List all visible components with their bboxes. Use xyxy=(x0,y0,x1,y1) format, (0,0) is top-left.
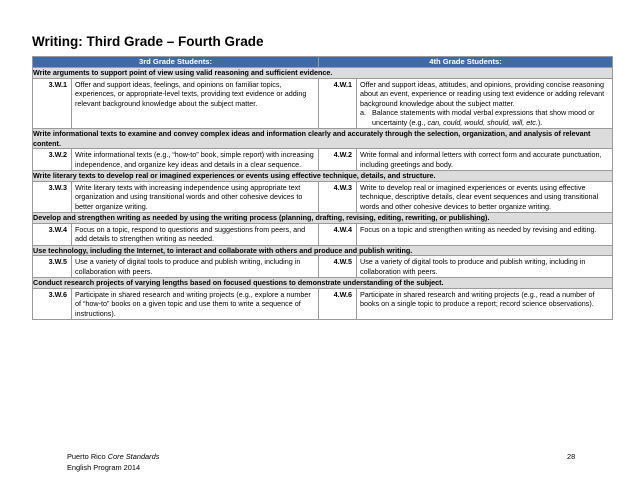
standard-text: Write literary texts with increasing independence using appropriate text organization and using transitional words and other cohesive devices to better organize writing. xyxy=(72,181,319,213)
section-heading-row xyxy=(33,245,613,256)
section-heading-row xyxy=(33,68,613,79)
page-footer xyxy=(67,452,159,473)
standard-code: 4.W.5 xyxy=(319,256,357,278)
standard-code: 4.W.4 xyxy=(319,223,357,245)
section-heading-row xyxy=(33,213,613,224)
footer-line-1 xyxy=(67,452,159,463)
standard-row xyxy=(33,223,613,245)
standard-code: 3.W.3 xyxy=(33,181,72,213)
standard-code: 4.W.6 xyxy=(319,288,357,320)
table-header-row xyxy=(33,57,613,68)
standard-text: Focus on a topic and strengthen writing as needed by revising and editing. xyxy=(357,223,613,245)
standard-code: 4.W.3 xyxy=(319,181,357,213)
standard-text: Participate in shared research and writing projects (e.g., explore a number of “how-to” books on a given topic and use them to write a sequence of instructions). xyxy=(72,288,319,320)
standard-text: Use a variety of digital tools to produce and publish writing, including in collaboration with peers. xyxy=(72,256,319,278)
sub-standard-text xyxy=(372,108,609,127)
standard-code: 3.W.5 xyxy=(33,256,72,278)
section-heading-row xyxy=(33,278,613,289)
section-heading-row xyxy=(33,171,613,182)
standard-text: Write informational texts (e.g., “how-to” book, simple report) with increasing independence, and organize key ideas and details in a clear sequence. xyxy=(72,149,319,171)
standard-code: 4.W.1 xyxy=(319,78,357,129)
standard-text: Offer and support ideas, feelings, and opinions on familiar topics, experiences, or appropriate-level texts, providing text evidence or adding relevant background knowledge about the subject matter. xyxy=(72,78,319,129)
section-heading-row xyxy=(33,129,613,149)
grade4-header: 4th Grade Students: xyxy=(319,57,613,68)
standard-code: 3.W.6 xyxy=(33,288,72,320)
standard-text: Offer and support ideas, attitudes, and opinions, providing concise reasoning about an event, experience or reading using text evidence or adding relevant background knowledge about the subject matter. xyxy=(360,79,605,108)
sub-text-pre: Balance statements with modal verbal expressions that show mood or uncertainty (e.g., xyxy=(372,108,595,127)
standard-text: Use a variety of digital tools to produce and publish writing, including in collaboration with peers. xyxy=(357,256,613,278)
page-number: 28 xyxy=(567,452,576,461)
standard-text: Write to develop real or imagined experiences or events using effective technique, descriptive details, clear event sequences and using transitional words and other cohesive devices to better organize writing. xyxy=(357,181,613,213)
footer-italic: Core Standards xyxy=(107,452,160,461)
grade3-header: 3rd Grade Students: xyxy=(33,57,319,68)
standard-code: 3.W.2 xyxy=(33,149,72,171)
sub-text-post: ). xyxy=(537,117,543,127)
sub-standard xyxy=(360,108,609,127)
standard-text: Participate in shared research and writing projects (e.g., read a number of books on a single topic to produce a report; record science observations). xyxy=(357,288,613,320)
standard-row xyxy=(33,256,613,278)
section-heading: Write literary texts to develop real or imagined experiences or events using effective technique, details, and structure. xyxy=(33,171,613,182)
section-heading: Write informational texts to examine and convey complex ideas and information clearly and accurately through the selection, organization, and analysis of relevant content. xyxy=(33,129,613,149)
section-heading: Conduct research projects of varying lengths based on focused questions to demonstrate understanding of the subject. xyxy=(33,278,613,289)
sub-text-italic: can, could, would, should, will, etc. xyxy=(427,117,538,127)
standard-code: 4.W.2 xyxy=(319,149,357,171)
footer-line-2: English Program 2014 xyxy=(67,462,141,472)
standard-code: 3.W.4 xyxy=(33,223,72,245)
standard-code: 3.W.1 xyxy=(33,78,72,129)
standards-table xyxy=(32,56,613,320)
standard-row xyxy=(33,288,613,320)
section-heading: Use technology, including the Internet, to interact and collaborate with others and produce and publish writing. xyxy=(33,245,613,256)
sub-standard-label: a. xyxy=(360,108,366,118)
page-title: Writing: Third Grade – Fourth Grade xyxy=(32,34,264,49)
section-heading: Write arguments to support point of view using valid reasoning and sufficient evidence. xyxy=(33,68,613,79)
standard-text: Focus on a topic, respond to questions and suggestions from peers, and add details to strengthen writing as needed. xyxy=(72,223,319,245)
standard-row xyxy=(33,181,613,213)
footer-prefix: Puerto Rico xyxy=(67,452,108,461)
standard-row xyxy=(33,149,613,171)
standard-row xyxy=(33,78,613,129)
section-heading: Develop and strengthen writing as needed by using the writing process (planning, drafting, revising, editing, rewriting, or publishing). xyxy=(33,213,613,224)
standard-text-cell xyxy=(357,78,613,129)
standard-text: Write formal and informal letters with correct form and accurate punctuation, including greetings and body. xyxy=(357,149,613,171)
